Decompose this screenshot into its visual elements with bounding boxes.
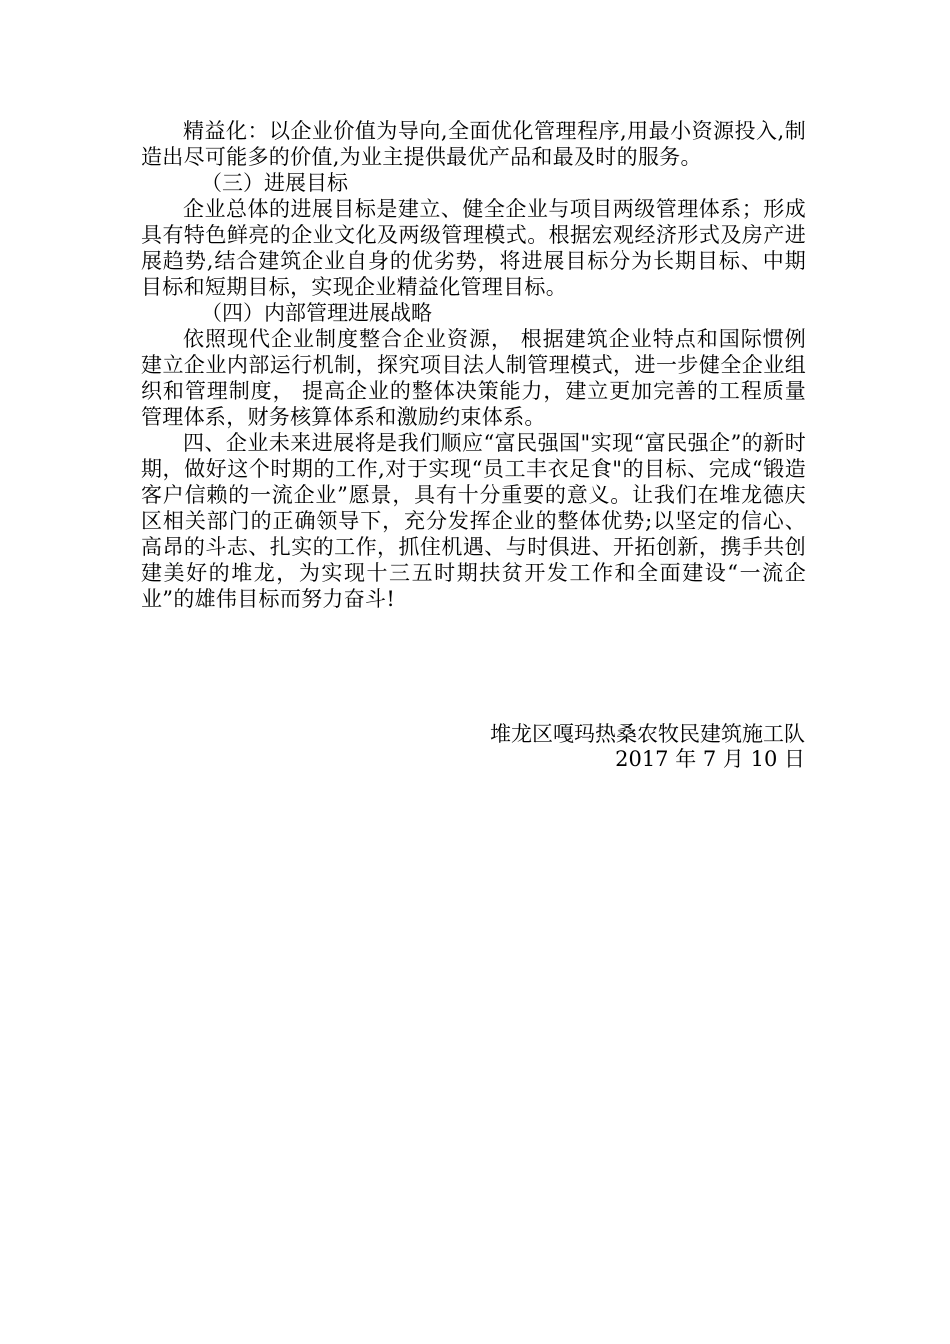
paragraph-development-goals: 企业总体的进展目标是建立、健全企业与项目两级管理体系；形成具有特色鲜亮的企业文化及两级管理模式。根据宏观经济形式及房产进展趋势,结合建筑企业自身的优劣势，将进展目标分为长期目标、中期目标和短期目标，实现企业精益化管理目标。 <box>141 197 806 299</box>
signature-organization: 堆龙区嘎玛热桑农牧民建筑施工队 <box>490 722 805 746</box>
section-heading-development-goals: （三）进展目标 <box>201 171 348 195</box>
section-heading-internal-management: （四）内部管理进展战略 <box>201 301 432 325</box>
document-body <box>141 118 806 612</box>
paragraph-lean-management: 精益化：以企业价值为导向,全面优化管理程序,用最小资源投入,制造出尽可能多的价值,为业主提供最优产品和最及时的服务。 <box>141 119 806 169</box>
paragraph-internal-management: 依照现代企业制度整合企业资源， 根据建筑企业特点和国际惯例建立企业内部运行机制，探究项目法人制管理模式，进一步健全企业组织和管理制度， 提高企业的整体决策能力，建立更加完善的工程质量管理体系，财务核算体系和激励约束体系。 <box>141 327 806 429</box>
signature-block <box>490 722 805 772</box>
signature-date: 2017 年 7 月 10 日 <box>615 747 805 771</box>
paragraph-future-development: 四、企业未来进展将是我们顺应“富民强国"实现“富民强企”的新时期，做好这个时期的工作,对于实现“员工丰衣足食"的目标、完成“锻造客户信赖的一流企业”愿景，具有十分重要的意义。让我们在堆龙德庆区相关部门的正确领导下，充分发挥企业的整体优势;以坚定的信心、高昂的斗志、扎实的工作，抓住机遇、与时俱进、开拓创新，携手共创建美好的堆龙，为实现十三五时期扶贫开发工作和全面建设“一流企业”的雄伟目标而努力奋斗! <box>141 431 806 611</box>
